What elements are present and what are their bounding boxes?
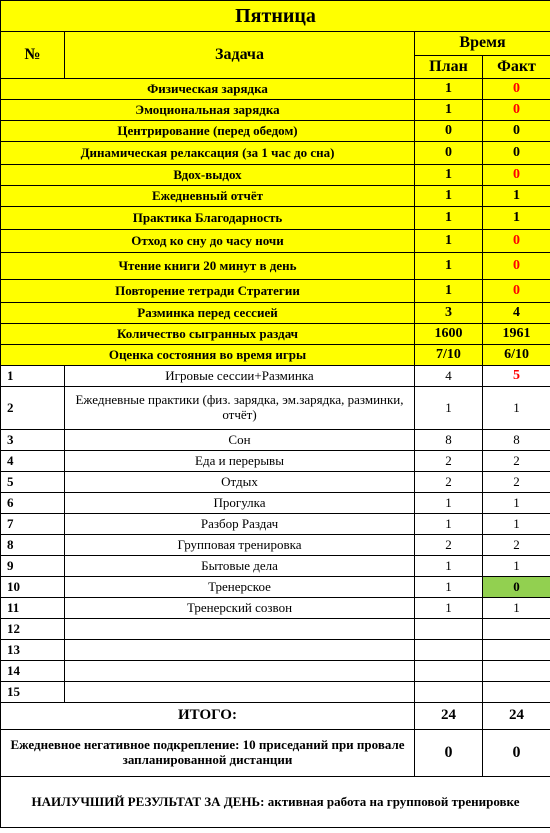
task-label[interactable]: Прогулка: [65, 493, 415, 514]
negative-plan[interactable]: 0: [415, 730, 483, 777]
habit-label[interactable]: Динамическая релаксация (за 1 час до сна): [1, 142, 415, 165]
habit-row: [1, 165, 550, 186]
task-fact[interactable]: 1: [483, 556, 550, 577]
habit-label[interactable]: Оценка состояния во время игры: [1, 345, 415, 366]
task-number[interactable]: 1: [1, 366, 65, 387]
habit-label[interactable]: Разминка перед сессией: [1, 303, 415, 324]
habit-label[interactable]: Практика Благодарность: [1, 207, 415, 230]
task-plan[interactable]: 1: [415, 514, 483, 535]
task-row: [1, 366, 550, 387]
task-number[interactable]: 5: [1, 472, 65, 493]
habit-fact[interactable]: 0: [483, 165, 550, 186]
task-plan[interactable]: 2: [415, 535, 483, 556]
habit-plan[interactable]: 1: [415, 280, 483, 303]
task-label[interactable]: Разбор Раздач: [65, 514, 415, 535]
habit-plan[interactable]: 1: [415, 186, 483, 207]
task-fact[interactable]: 2: [483, 535, 550, 556]
task-fact[interactable]: 2: [483, 472, 550, 493]
task-row: [1, 577, 550, 598]
task-number[interactable]: 7: [1, 514, 65, 535]
header-task[interactable]: Задача: [65, 32, 415, 79]
habit-plan[interactable]: 1600: [415, 324, 483, 345]
habit-plan[interactable]: 1: [415, 253, 483, 280]
task-fact[interactable]: 1: [483, 598, 550, 619]
habit-plan[interactable]: 1: [415, 230, 483, 253]
task-fact[interactable]: 8: [483, 430, 550, 451]
habit-fact[interactable]: 0: [483, 100, 550, 121]
habit-fact[interactable]: 0: [483, 280, 550, 303]
task-label[interactable]: Тренерский созвон: [65, 598, 415, 619]
task-label[interactable]: Тренерское: [65, 577, 415, 598]
task-plan[interactable]: [415, 619, 483, 640]
habit-row: [1, 79, 550, 100]
habit-label[interactable]: Эмоциональная зарядка: [1, 100, 415, 121]
task-number[interactable]: 14: [1, 661, 65, 682]
task-fact[interactable]: [483, 661, 550, 682]
task-number[interactable]: 9: [1, 556, 65, 577]
task-label[interactable]: [65, 619, 415, 640]
habit-fact[interactable]: 0: [483, 121, 550, 142]
total-row: [1, 703, 550, 730]
task-fact[interactable]: [483, 640, 550, 661]
task-row: [1, 493, 550, 514]
task-plan[interactable]: [415, 682, 483, 703]
total-fact[interactable]: 24: [483, 703, 550, 730]
task-row: [1, 640, 550, 661]
task-label[interactable]: Игровые сессии+Разминка: [65, 366, 415, 387]
task-row: [1, 514, 550, 535]
habit-plan[interactable]: 0: [415, 121, 483, 142]
task-fact[interactable]: 1: [483, 514, 550, 535]
total-plan[interactable]: 24: [415, 703, 483, 730]
habit-fact[interactable]: 1: [483, 186, 550, 207]
task-number[interactable]: 10: [1, 577, 65, 598]
habit-plan[interactable]: 1: [415, 165, 483, 186]
best-result-label: НАИЛУЧШИЙ РЕЗУЛЬТАТ ЗА ДЕНЬ:: [31, 793, 265, 809]
habit-fact[interactable]: 0: [483, 142, 550, 165]
habit-plan[interactable]: 1: [415, 100, 483, 121]
habit-row: [1, 345, 550, 366]
habit-row: [1, 207, 550, 230]
task-number[interactable]: 12: [1, 619, 65, 640]
habit-row: [1, 142, 550, 165]
habit-fact[interactable]: 0: [483, 230, 550, 253]
task-fact[interactable]: 0: [483, 577, 550, 598]
task-fact[interactable]: 2: [483, 451, 550, 472]
task-row: [1, 535, 550, 556]
habit-row: [1, 280, 550, 303]
task-plan[interactable]: [415, 640, 483, 661]
negative-label[interactable]: Ежедневное негативное подкрепление: 10 приседаний при провале запланированной дистанции: [1, 730, 415, 777]
task-plan[interactable]: 1: [415, 556, 483, 577]
header-num[interactable]: №: [1, 32, 65, 79]
total-label[interactable]: ИТОГО:: [1, 703, 415, 730]
habit-row: [1, 253, 550, 280]
task-row: [1, 661, 550, 682]
task-fact[interactable]: [483, 619, 550, 640]
task-label[interactable]: [65, 682, 415, 703]
habit-label[interactable]: Центрирование (перед обедом): [1, 121, 415, 142]
habit-row: [1, 230, 550, 253]
habit-label[interactable]: Ежедневный отчёт: [1, 186, 415, 207]
best-result-value: активная работа на групповой тренировке: [267, 793, 520, 809]
header-plan[interactable]: План: [415, 55, 483, 79]
task-plan[interactable]: 1: [415, 493, 483, 514]
habit-row: [1, 121, 550, 142]
habit-plan[interactable]: 7/10: [415, 345, 483, 366]
task-plan[interactable]: 2: [415, 451, 483, 472]
habit-plan[interactable]: 3: [415, 303, 483, 324]
habit-fact[interactable]: 1961: [483, 324, 550, 345]
habit-label[interactable]: Вдох-выдох: [1, 165, 415, 186]
habit-row: [1, 100, 550, 121]
habit-label[interactable]: Количество сыгранных раздач: [1, 324, 415, 345]
habit-label[interactable]: Отход ко сну до часу ночи: [1, 230, 415, 253]
habit-label[interactable]: Физическая зарядка: [1, 79, 415, 100]
task-label[interactable]: Бытовые дела: [65, 556, 415, 577]
task-plan[interactable]: 1: [415, 387, 483, 430]
task-label[interactable]: Отдых: [65, 472, 415, 493]
task-number[interactable]: 3: [1, 430, 65, 451]
task-plan[interactable]: 8: [415, 430, 483, 451]
task-row: [1, 472, 550, 493]
task-number[interactable]: 6: [1, 493, 65, 514]
best-result-row: [1, 777, 550, 828]
task-label[interactable]: [65, 640, 415, 661]
task-number[interactable]: 15: [1, 682, 65, 703]
task-number[interactable]: 13: [1, 640, 65, 661]
task-plan[interactable]: 4: [415, 366, 483, 387]
header-time[interactable]: Время: [415, 32, 550, 56]
task-label[interactable]: Сон: [65, 430, 415, 451]
task-plan[interactable]: [415, 661, 483, 682]
task-plan[interactable]: 1: [415, 577, 483, 598]
habit-fact[interactable]: 4: [483, 303, 550, 324]
habit-fact[interactable]: 6/10: [483, 345, 550, 366]
task-label[interactable]: Групповая тренировка: [65, 535, 415, 556]
habit-row: [1, 186, 550, 207]
habit-plan[interactable]: 1: [415, 79, 483, 100]
habit-label[interactable]: Повторение тетради Стратегии: [1, 280, 415, 303]
habit-row: [1, 303, 550, 324]
day-title[interactable]: Пятница: [1, 1, 550, 32]
header-fact[interactable]: Факт: [483, 55, 550, 79]
negative-fact[interactable]: 0: [483, 730, 550, 777]
task-fact[interactable]: [483, 682, 550, 703]
task-row: [1, 387, 550, 430]
task-row: [1, 451, 550, 472]
task-number[interactable]: 11: [1, 598, 65, 619]
task-fact[interactable]: 1: [483, 493, 550, 514]
task-fact[interactable]: 1: [483, 387, 550, 430]
habit-fact[interactable]: 0: [483, 253, 550, 280]
task-fact[interactable]: 5: [483, 366, 550, 387]
task-row: [1, 598, 550, 619]
negative-row: [1, 730, 550, 777]
task-number[interactable]: 4: [1, 451, 65, 472]
task-label[interactable]: Еда и перерывы: [65, 451, 415, 472]
habit-plan[interactable]: 1: [415, 207, 483, 230]
task-number[interactable]: 8: [1, 535, 65, 556]
task-row: [1, 619, 550, 640]
task-plan[interactable]: 1: [415, 598, 483, 619]
header-row-1: [1, 32, 550, 56]
habit-fact[interactable]: 1: [483, 207, 550, 230]
task-number[interactable]: 2: [1, 387, 65, 430]
task-plan[interactable]: 2: [415, 472, 483, 493]
task-label[interactable]: Ежедневные практики (физ. зарядка, эм.зарядка, разминки, отчёт): [65, 387, 415, 430]
task-row: [1, 682, 550, 703]
task-label[interactable]: [65, 661, 415, 682]
habit-fact[interactable]: 0: [483, 79, 550, 100]
best-result-cell[interactable]: [1, 777, 550, 828]
habit-plan[interactable]: 0: [415, 142, 483, 165]
task-row: [1, 430, 550, 451]
task-row: [1, 556, 550, 577]
title-row: [1, 1, 550, 32]
habit-row: [1, 324, 550, 345]
habit-label[interactable]: Чтение книги 20 минут в день: [1, 253, 415, 280]
